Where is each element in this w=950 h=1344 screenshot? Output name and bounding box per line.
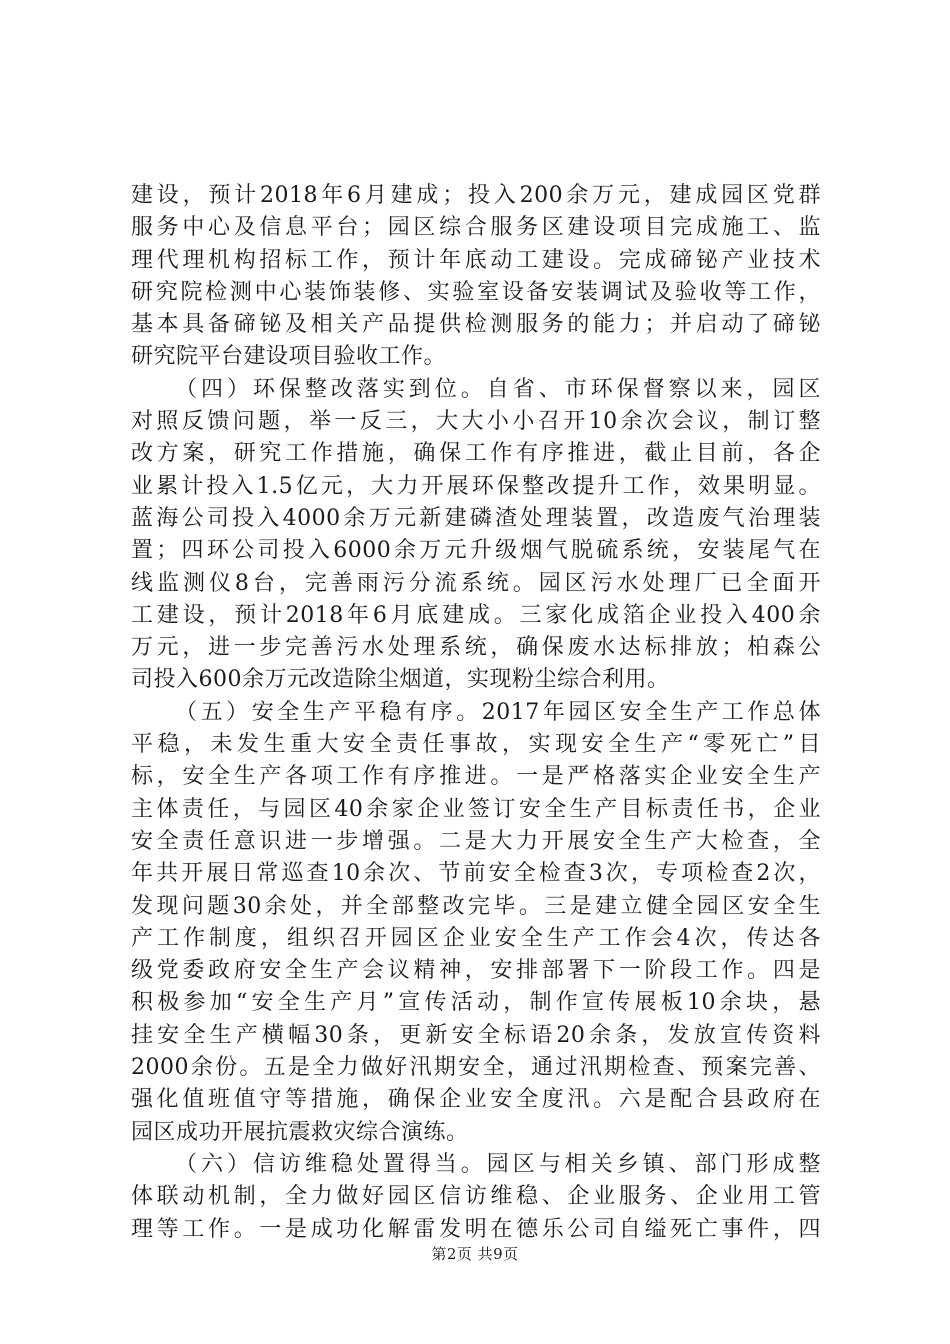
text-line: 产工作制度，组织召开园区企业安全生产工作会4次，传达各 bbox=[131, 925, 821, 951]
text-line: 发现问题30余处，并全部整改完毕。三是建立健全园区安全生 bbox=[131, 893, 821, 919]
text-line: 强化值班值守等措施，确保企业安全度汛。六是配合县政府在 bbox=[131, 1087, 821, 1113]
text-line: 年共开展日常巡查10余次、节前安全检查3次，专项检查2次， bbox=[131, 861, 821, 887]
text-line: 线监测仪8台，完善雨污分流系统。园区污水处理厂已全面开 bbox=[131, 570, 821, 596]
text-line: 工建设，预计2018年6月底建成。三家化成箔企业投入400余 bbox=[131, 602, 821, 628]
text-line: 研究院平台建设项目验收工作。 bbox=[131, 344, 447, 370]
text-line: 级党委政府安全生产会议精神，安排部署下一阶段工作。四是 bbox=[131, 958, 821, 984]
text-line: 2000余份。五是全力做好汛期安全，通过汛期检查、预案完善、 bbox=[131, 1055, 821, 1081]
text-line: 平稳，未发生重大安全责任事故，实现安全生产“零死亡”目 bbox=[131, 732, 821, 758]
text-line: 研究院检测中心装饰装修、实验室设备安装调试及验收等工作， bbox=[131, 279, 821, 305]
text-line: （五）安全生产平稳有序。2017年园区安全生产工作总体 bbox=[175, 699, 821, 725]
text-line: 安全责任意识进一步增强。二是大力开展安全生产大检查，全 bbox=[131, 828, 821, 854]
text-line: 理代理机构招标工作，预计年底动工建设。完成碲铋产业技术 bbox=[131, 247, 821, 273]
text-line: 蓝海公司投入4000余万元新建磷渣处理装置，改造废气治理装 bbox=[131, 505, 821, 531]
text-line: 积极参加“安全生产月”宣传活动，制作宣传展板10余块，悬 bbox=[131, 990, 821, 1016]
text-line: 服务中心及信息平台；园区综合服务区建设项目完成施工、监 bbox=[131, 215, 821, 241]
text-line: 万元，进一步完善污水处理系统，确保废水达标排放；柏森公 bbox=[131, 635, 821, 661]
text-line: 体联动机制，全力做好园区信访维稳、企业服务、企业用工管 bbox=[131, 1184, 821, 1210]
text-line: 基本具备碲铋及相关产品提供检测服务的能力；并启动了碲铋 bbox=[131, 312, 821, 338]
text-line: 挂安全生产横幅30条，更新安全标语20余条，发放宣传资料 bbox=[131, 1022, 821, 1048]
text-line: 改方案，研究工作措施，确保工作有序推进，截止目前，各企 bbox=[131, 441, 821, 467]
page-number-footer: 第2页 共9页 bbox=[431, 1245, 519, 1263]
text-line: 司投入600余万元改造除尘烟道，实现粉尘综合利用。 bbox=[131, 667, 670, 693]
text-line: 理等工作。一是成功化解雷发明在德乐公司自缢死亡事件，四 bbox=[131, 1216, 821, 1242]
text-line: 标，安全生产各项工作有序推进。一是严格落实企业安全生产 bbox=[131, 764, 821, 790]
text-line: 主体责任，与园区40余家企业签订安全生产目标责任书，企业 bbox=[131, 796, 821, 822]
text-line: 建设，预计2018年6月建成；投入200余万元，建成园区党群 bbox=[131, 183, 821, 208]
text-line: 对照反馈问题，举一反三，大大小小召开10余次会议，制订整 bbox=[131, 409, 821, 435]
text-line: （四）环保整改落实到位。自省、市环保督察以来，园区 bbox=[175, 376, 821, 402]
text-line: 置；四环公司投入6000余万元升级烟气脱硫系统，安装尾气在 bbox=[131, 538, 821, 564]
document-body bbox=[131, 180, 821, 1246]
text-line: 业累计投入1.5亿元，大力开展环保整改提升工作，效果明显。 bbox=[131, 473, 821, 499]
text-line: （六）信访维稳处置得当。园区与相关乡镇、部门形成整 bbox=[175, 1151, 821, 1177]
text-line: 园区成功开展抗震救灾综合演练。 bbox=[131, 1119, 469, 1145]
